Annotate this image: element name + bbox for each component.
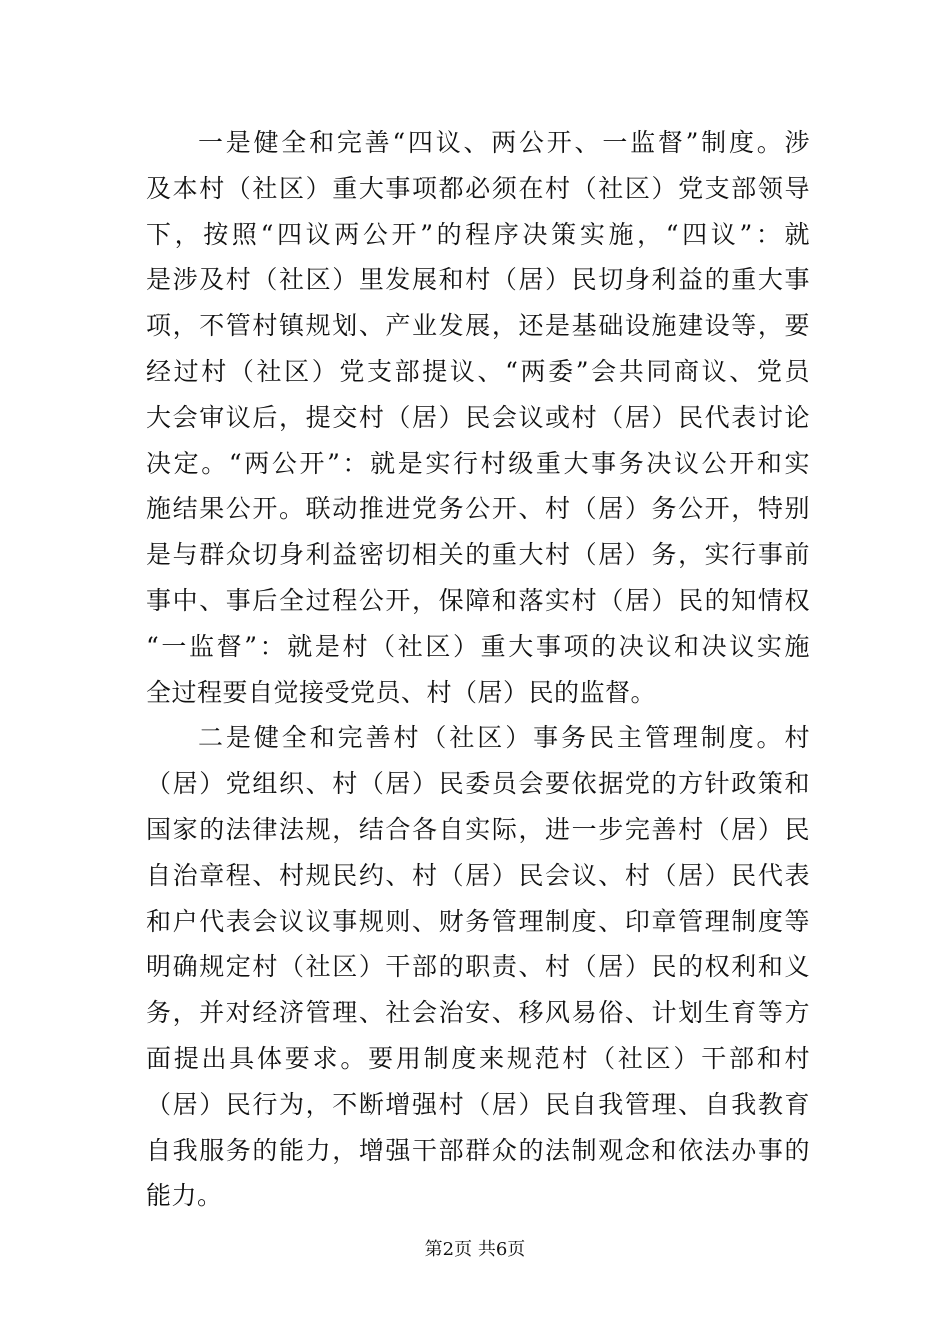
text-line: 国家的法律法规，结合各自实际，进一步完善村（居）民 [146,814,810,844]
text-line: 和户代表会议议事规则、财务管理制度、印章管理制度等 [146,906,810,936]
document-body [146,120,810,1219]
text-line: 施结果公开。联动推进党务公开、村（居）务公开，特别 [146,494,810,524]
text-line: 明确规定村（社区）干部的职责、村（居）民的权利和义 [146,952,810,982]
text-line: 是涉及村（社区）里发展和村（居）民切身利益的重大事 [146,265,810,295]
text-line: （居）党组织、村（居）民委员会要依据党的方针政策和 [146,769,810,799]
text-line: 项，不管村镇规划、产业发展，还是基础设施建设等，要 [146,311,810,341]
text-line: 务，并对经济管理、社会治安、移风易俗、计划生育等方 [146,998,810,1028]
text-line: “一监督”：就是村（社区）重大事项的决议和决议实施 [146,631,810,661]
page-number-footer: 第2页 共6页 [424,1239,526,1260]
text-line: 及本村（社区）重大事项都必须在村（社区）党支部领导 [146,173,810,203]
text-line: 决定。“两公开”：就是实行村级重大事务决议公开和实 [146,448,810,478]
text-line: 事中、事后全过程公开，保障和落实村（居）民的知情权 [146,585,810,615]
text-line: 经过村（社区）党支部提议、“两委”会共同商议、党员 [146,356,810,386]
text-line: 是与群众切身利益密切相关的重大村（居）务，实行事前 [146,540,810,570]
text-line: （居）民行为，不断增强村（居）民自我管理、自我教育 [146,1089,810,1119]
text-line: 能力。 [146,1181,223,1211]
text-line: 二是健全和完善村（社区）事务民主管理制度。村 [198,723,810,753]
text-line: 自我服务的能力，增强干部群众的法制观念和依法办事的 [146,1135,810,1165]
text-line: 面提出具体要求。要用制度来规范村（社区）干部和村 [146,1043,810,1073]
text-line: 自治章程、村规民约、村（居）民会议、村（居）民代表 [146,860,810,890]
text-line: 大会审议后，提交村（居）民会议或村（居）民代表讨论 [146,402,810,432]
text-line: 一是健全和完善“四议、两公开、一监督”制度。涉 [198,128,810,157]
text-line: 全过程要自觉接受党员、村（居）民的监督。 [146,677,657,707]
text-line: 下，按照“四议两公开”的程序决策实施，“四议”：就 [146,219,810,249]
